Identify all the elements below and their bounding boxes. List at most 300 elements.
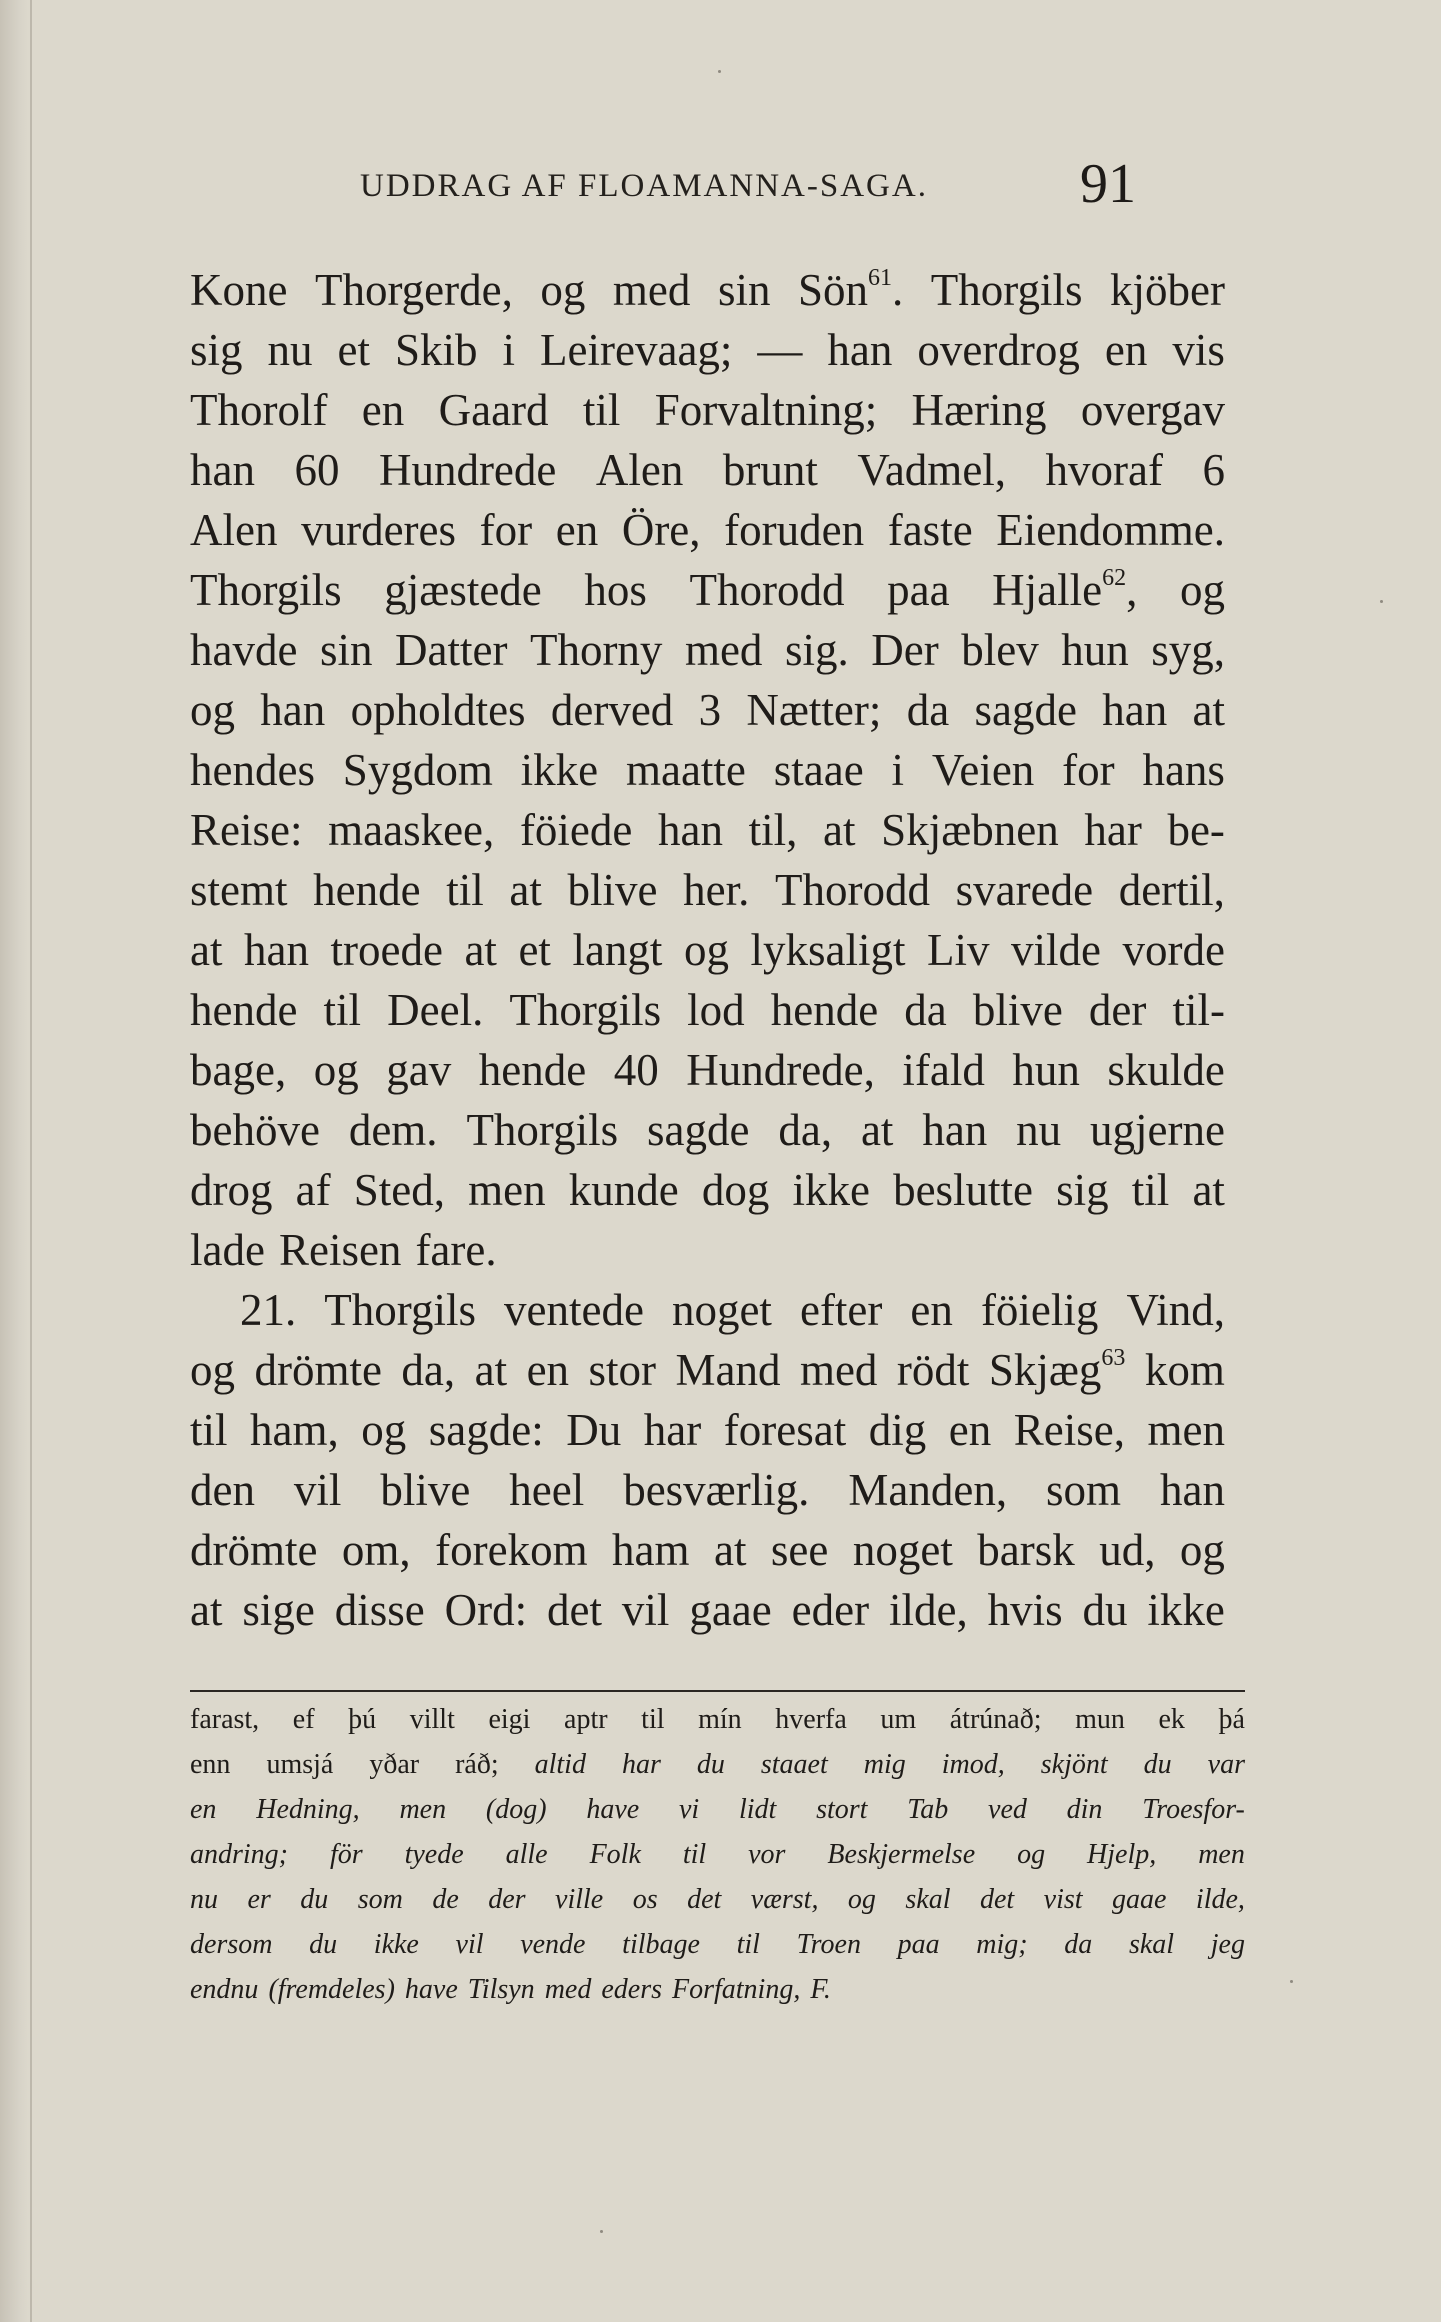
word: Sted,: [353, 1165, 445, 1215]
footnote-word: du: [1143, 1749, 1172, 1780]
word: at: [474, 1345, 508, 1395]
footnote-word: þú: [348, 1704, 377, 1735]
word: Eiendomme.: [996, 505, 1225, 555]
word: svarede: [955, 865, 1094, 915]
word: han: [827, 325, 893, 375]
running-head: [0, 148, 1441, 215]
text-line: [190, 920, 1225, 980]
word: Skib: [395, 325, 478, 375]
footnote-word: Forfatning,: [672, 1974, 801, 2005]
word: han: [190, 445, 255, 495]
word: 40: [613, 1045, 659, 1095]
word: at: [1192, 1165, 1225, 1215]
word: 6: [1202, 445, 1225, 495]
word: 21.: [240, 1285, 297, 1335]
footnote-word: Troesfor-: [1142, 1794, 1245, 1825]
footnote-word: var: [1207, 1749, 1245, 1780]
word: den: [190, 1465, 255, 1515]
footnote-word: hverfa: [775, 1704, 847, 1735]
footnote-word: og: [1017, 1839, 1046, 1870]
word: at: [1192, 685, 1225, 735]
footnote-word: eders: [601, 1974, 662, 2005]
word: foresat: [723, 1405, 847, 1455]
footnote-word: gaae: [1112, 1884, 1167, 1915]
word: Veien: [931, 745, 1035, 795]
word: heel: [509, 1465, 585, 1515]
text-line: [190, 1520, 1225, 1580]
gutter-line: [30, 0, 32, 2322]
footnote-word: tyede: [404, 1839, 464, 1870]
footnote-word: Troen: [796, 1929, 861, 1960]
text-line: [190, 1040, 1225, 1100]
footnote-word: det: [687, 1884, 722, 1915]
word: Hjalle$^{62}$,: [992, 565, 1138, 615]
word: vil: [621, 1585, 670, 1635]
word: Thorgils: [509, 985, 662, 1035]
footnote-word: aptr: [564, 1704, 608, 1735]
word: og: [683, 925, 729, 975]
footnote-word: men: [399, 1794, 447, 1825]
word: sin: [717, 265, 771, 315]
word: efter: [799, 1285, 883, 1335]
footnote-word: vi: [678, 1794, 700, 1825]
word: han: [658, 805, 723, 855]
footnote-word: til: [641, 1704, 665, 1735]
word: rödt: [896, 1345, 970, 1395]
word: blive: [567, 865, 658, 915]
footnote-word: yðar: [369, 1749, 420, 1780]
word: see: [770, 1525, 829, 1575]
text-line: [190, 500, 1225, 560]
footnote-word: átrúnað;: [949, 1704, 1042, 1735]
word: 60: [294, 445, 340, 495]
footnote-word: enn: [190, 1749, 231, 1780]
word: til: [323, 985, 362, 1035]
footnote-rule: [190, 1690, 1245, 1692]
footnote-word: som: [357, 1884, 403, 1915]
text-line: [190, 1400, 1225, 1460]
word: og: [190, 685, 235, 735]
word: havde: [190, 625, 298, 675]
word: og: [361, 1405, 407, 1455]
footnote-line: [190, 1787, 1245, 1832]
word: Alen: [190, 505, 278, 555]
word: besværlig.: [623, 1465, 810, 1515]
text-line: [190, 800, 1225, 860]
text-line: [190, 1280, 1225, 1340]
word: til-: [1172, 985, 1225, 1035]
text-line: [190, 560, 1225, 620]
word: 3: [698, 685, 722, 735]
word: ikke: [792, 1165, 870, 1215]
word: Der: [871, 625, 939, 675]
word: hende: [313, 865, 421, 915]
word: han: [244, 925, 309, 975]
footnote-word: med: [544, 1974, 592, 2005]
word: kunde: [568, 1165, 679, 1215]
word: har: [643, 1405, 702, 1455]
word: Thorodd: [775, 865, 930, 915]
text-line: [190, 1460, 1225, 1520]
word: sig.: [784, 625, 849, 675]
footnote-word: þá: [1218, 1704, 1245, 1735]
word: Liv: [926, 925, 990, 975]
word: stor: [588, 1345, 657, 1395]
word: Nætter;: [746, 685, 882, 735]
word: faste: [887, 505, 973, 555]
word: en: [555, 505, 599, 555]
word: og: [1179, 1525, 1225, 1575]
footnote-word: til: [736, 1929, 760, 1960]
footnote-word: du: [309, 1929, 338, 1960]
footnote-word: ráð;: [455, 1749, 499, 1780]
footnote-word: de: [432, 1884, 459, 1915]
footnote-word: Hedning,: [256, 1794, 360, 1825]
word: ham,: [250, 1405, 339, 1455]
text-line: [190, 260, 1225, 320]
text-line: [190, 740, 1225, 800]
text-line: [190, 320, 1225, 380]
word: at: [713, 1525, 747, 1575]
word: Mand: [675, 1345, 781, 1395]
word: i: [502, 325, 516, 375]
footnote-word: (dog): [485, 1794, 547, 1825]
word: til: [190, 1405, 228, 1455]
word: Vadmel,: [857, 445, 1007, 495]
word: for: [479, 505, 533, 555]
footnote-word: jeg: [1210, 1929, 1245, 1960]
footnote-word: skal: [1128, 1929, 1175, 1960]
word: foruden: [724, 505, 865, 555]
footnote-word: mig: [863, 1749, 906, 1780]
word: Reise:: [190, 805, 303, 855]
text-line: [190, 440, 1225, 500]
word: lyksaligt: [750, 925, 906, 975]
word: for: [1062, 745, 1115, 795]
text-line: [190, 380, 1225, 440]
footnote-word: skal: [905, 1884, 951, 1915]
word: at: [860, 1105, 894, 1155]
word: hans: [1142, 745, 1225, 795]
footnote-word: værst,: [750, 1884, 819, 1915]
word: noget: [671, 1285, 772, 1335]
word: beslutte: [893, 1165, 1034, 1215]
word: blev: [961, 625, 1039, 675]
paper-speck: [1380, 600, 1383, 603]
word: ugjerne: [1090, 1105, 1225, 1155]
word: Gaard: [438, 385, 549, 435]
word: sin: [319, 625, 373, 675]
word: og: [313, 1045, 359, 1095]
word: langt: [572, 925, 663, 975]
word: stemt: [190, 865, 288, 915]
word: hende: [770, 985, 879, 1035]
word: da: [904, 985, 947, 1035]
word: lade: [190, 1225, 265, 1275]
word: hos: [584, 565, 647, 615]
word: til: [446, 865, 484, 915]
word: Forvaltning;: [654, 385, 878, 435]
word: sige: [242, 1585, 315, 1635]
word: staae: [773, 745, 864, 795]
footnote-word: mun: [1075, 1704, 1125, 1735]
footnote-word: paa: [897, 1929, 940, 1960]
word: der: [1088, 985, 1147, 1035]
word: da,: [401, 1345, 456, 1395]
text-line: [190, 1340, 1225, 1400]
footnote-block: [190, 1697, 1245, 2012]
word: maatte: [625, 745, 746, 795]
word: Thorgils: [190, 565, 342, 615]
footnote-word: umsjá: [266, 1749, 334, 1780]
footnote-word: en: [190, 1794, 217, 1825]
word: ifald: [902, 1045, 985, 1095]
word: disse: [334, 1585, 425, 1635]
word: hvoraf: [1045, 445, 1163, 495]
word: forekom: [435, 1525, 588, 1575]
word: föiede: [519, 805, 633, 855]
footnote-word: det: [979, 1884, 1015, 1915]
word: til: [1131, 1165, 1170, 1215]
word: hende: [478, 1045, 587, 1095]
word: vilde: [1011, 925, 1101, 975]
footnote-word: og: [847, 1884, 876, 1915]
word: overgav: [1080, 385, 1225, 435]
word: at: [190, 925, 223, 975]
word: gjæstede: [384, 565, 542, 615]
word: da: [906, 685, 950, 735]
word: at: [190, 1585, 223, 1635]
word: blive: [380, 1465, 471, 1515]
word: Kone: [190, 265, 288, 315]
word: hun: [1012, 1045, 1080, 1095]
footnote-word: villt: [409, 1704, 455, 1735]
footnote-word: farast,: [190, 1704, 260, 1735]
word: dertil,: [1118, 865, 1225, 915]
word: Hundrede,: [686, 1045, 875, 1095]
word: vorde: [1122, 925, 1225, 975]
text-line: [190, 1220, 1225, 1280]
word: Du: [566, 1405, 622, 1455]
footnote-word: alle: [505, 1839, 548, 1870]
word: be-: [1167, 805, 1225, 855]
text-line: [190, 1160, 1225, 1220]
footnote-word: tilbage: [622, 1929, 700, 1960]
footnote-word: have: [404, 1974, 458, 2005]
word: Skjæg$^{63}$: [988, 1345, 1126, 1395]
word: det: [547, 1585, 603, 1635]
footnote-word: mig;: [976, 1929, 1028, 1960]
word: ikke: [1147, 1585, 1225, 1635]
paper-speck: [600, 2230, 603, 2233]
footnote-word: har: [621, 1749, 661, 1780]
word: kom: [1144, 1345, 1225, 1395]
word: sig: [1056, 1165, 1109, 1215]
footnote-word: endnu: [190, 1974, 259, 2005]
word: til: [582, 385, 621, 435]
word: opholdtes: [350, 685, 526, 735]
footnote-word: um: [880, 1704, 917, 1735]
word: hende: [190, 985, 298, 1035]
word: Thorgils: [324, 1285, 476, 1335]
footnote-word: F.: [810, 1974, 831, 2005]
word: og: [540, 265, 586, 315]
word: vis: [1172, 325, 1225, 375]
word: hun: [1061, 625, 1129, 675]
word: Sygdom: [342, 745, 493, 795]
footnote-word: skjönt: [1040, 1749, 1108, 1780]
footnote-word: ilde,: [1195, 1884, 1245, 1915]
word: —: [757, 325, 803, 375]
footnote-word: os: [632, 1884, 658, 1915]
footnote-word: Hjelp,: [1087, 1839, 1157, 1870]
word: som: [1046, 1465, 1122, 1515]
footnote-word: mín: [698, 1704, 742, 1735]
word: sig: [190, 325, 243, 375]
word: Thorgils: [466, 1105, 619, 1155]
word: derved: [550, 685, 674, 735]
footnote-word: andring;: [190, 1839, 288, 1870]
word: gaae: [689, 1585, 772, 1635]
word: en: [526, 1345, 570, 1395]
word: i: [891, 745, 905, 795]
word: skulde: [1107, 1045, 1225, 1095]
word: Thorolf: [190, 385, 328, 435]
word: hendes: [190, 745, 315, 795]
text-line: [190, 1580, 1225, 1640]
word: Hundrede: [378, 445, 557, 495]
word: hvis: [987, 1585, 1063, 1635]
word: en: [1104, 325, 1148, 375]
footnote-word: Beskjermelse: [827, 1839, 976, 1870]
text-line: [190, 860, 1225, 920]
word: da,: [778, 1105, 833, 1155]
word: Thorgils: [930, 265, 1083, 315]
footnote-word: er: [247, 1884, 271, 1915]
footnote-line: [190, 1967, 1245, 2012]
word: behöve: [190, 1105, 320, 1155]
word: en: [948, 1405, 992, 1455]
footnote-line: [190, 1922, 1245, 1967]
word: Thorny: [529, 625, 663, 675]
word: her.: [683, 865, 750, 915]
footnote-word: stort: [816, 1794, 868, 1825]
word: sagde: [647, 1105, 750, 1155]
footnote-word: staaet: [760, 1749, 828, 1780]
word: om,: [341, 1525, 411, 1575]
word: med: [799, 1345, 878, 1395]
word: med: [612, 265, 691, 315]
text-line: [190, 620, 1225, 680]
word: har: [1084, 805, 1142, 855]
word: dog: [701, 1165, 770, 1215]
word: Skjæbnen: [881, 805, 1059, 855]
word: dem.: [348, 1105, 438, 1155]
word: han: [260, 685, 326, 735]
word: Alen: [595, 445, 684, 495]
word: Sön$^{61}$.: [797, 265, 904, 315]
word: föielig: [980, 1285, 1099, 1335]
main-text-block: [190, 260, 1225, 1640]
word: Ord:: [444, 1585, 528, 1635]
word: et: [337, 325, 370, 375]
footnote-word: lidt: [738, 1794, 777, 1825]
word: gav: [386, 1045, 452, 1095]
footnote-ref: 63: [1101, 1345, 1126, 1371]
page-edge-shadow: [0, 0, 28, 2322]
word: en: [910, 1285, 953, 1335]
word: sagde: [974, 685, 1077, 735]
word: paa: [887, 565, 950, 615]
footnote-word: der: [488, 1884, 526, 1915]
word: af: [295, 1165, 331, 1215]
text-line: [190, 680, 1225, 740]
word: at: [823, 805, 856, 855]
word: noget: [852, 1525, 953, 1575]
word: fare.: [415, 1225, 497, 1275]
word: vurderes: [301, 505, 457, 555]
word: drömte: [254, 1345, 382, 1395]
running-head-title: UDDRAG AF FLOAMANNA-SAGA.: [360, 168, 928, 204]
footnote-word: til: [682, 1839, 707, 1870]
word: barsk: [977, 1525, 1075, 1575]
footnote-word: vor: [748, 1839, 786, 1870]
word: blive: [972, 985, 1063, 1035]
word: men: [1147, 1405, 1225, 1455]
word: Thorodd: [689, 565, 845, 615]
footnote-word: altid: [534, 1749, 586, 1780]
word: troede: [330, 925, 443, 975]
word: han: [1102, 685, 1168, 735]
word: Deel.: [387, 985, 484, 1035]
word: Manden,: [848, 1465, 1008, 1515]
word: ilde,: [888, 1585, 968, 1635]
footnote-word: men: [1198, 1839, 1245, 1870]
footnote-ref: 62: [1102, 565, 1127, 591]
word: med: [684, 625, 763, 675]
footnote-line: [190, 1877, 1245, 1922]
word: overdrog: [917, 325, 1080, 375]
word: at: [509, 865, 542, 915]
word: ventede: [504, 1285, 644, 1335]
word: Reisen: [278, 1225, 402, 1275]
word: at: [464, 925, 497, 975]
word: vil: [293, 1465, 342, 1515]
paper-speck: [718, 70, 721, 73]
footnote-line: [190, 1832, 1245, 1877]
footnote-word: have: [586, 1794, 640, 1825]
word: en: [361, 385, 405, 435]
word: Öre,: [621, 505, 701, 555]
footnote-word: Tilsyn: [467, 1974, 535, 2005]
footnote-word: ikke: [373, 1929, 419, 1960]
footnote-word: imod,: [941, 1749, 1005, 1780]
word: nu: [267, 325, 313, 375]
footnote-word: du: [696, 1749, 725, 1780]
footnote-ref: 61: [868, 265, 893, 291]
word: han: [922, 1105, 988, 1155]
text-line: [190, 980, 1225, 1040]
footnote-word: ek: [1158, 1704, 1185, 1735]
word: du: [1082, 1585, 1128, 1635]
word: bage,: [190, 1045, 287, 1095]
word: og: [1179, 565, 1225, 615]
word: han: [1159, 1465, 1225, 1515]
word: Hæring: [911, 385, 1047, 435]
footnote-word: (fremdeles): [268, 1974, 395, 2005]
word: og: [190, 1345, 235, 1395]
word: et: [518, 925, 551, 975]
